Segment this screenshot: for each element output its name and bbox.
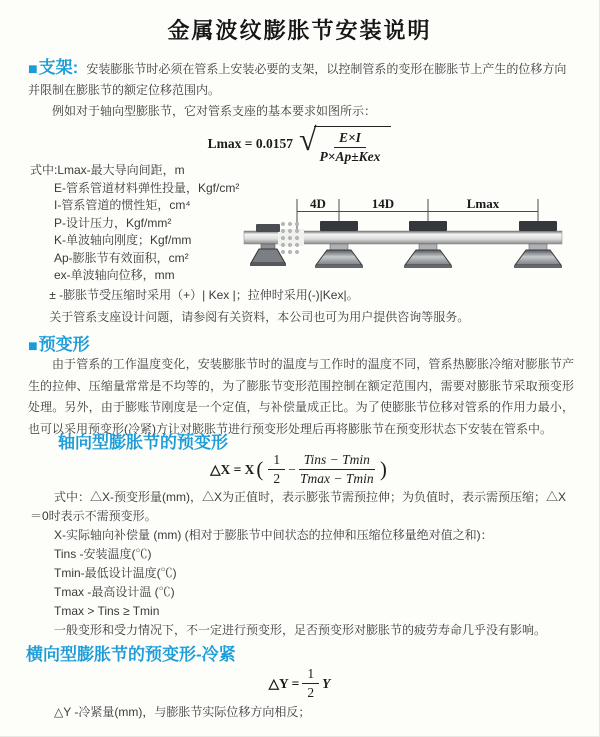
note-line: 一般变形和受力情况下，不一定进行预变形，足否预变形对膨胀节的疲劳寿命几乎没有影响。 bbox=[54, 623, 547, 637]
half-fraction: $\frac{1}{2}$ bbox=[302, 666, 319, 701]
section-marker-icon: ■ bbox=[28, 61, 38, 78]
lmax-formula bbox=[0, 122, 599, 165]
support-intro-text: 安装膨胀节时必须在管系上安装必要的支架，以控制管系的变形在膨胀节上产生的位移方向并限制在膨胀节的额定位移范围内。 bbox=[28, 62, 567, 97]
consult-note: 关于管系支座设计问题，请参阅有关资料，本公司也可为用户提供咨询等服务。 bbox=[49, 310, 470, 324]
open-paren: ( bbox=[256, 457, 264, 481]
note-line: Tmax > Tins ≥ Tmin bbox=[54, 604, 160, 618]
lateral-subheading: 横向型膨胀节的预变形-冷紧 bbox=[26, 645, 236, 664]
lateral-note: △Y -冷紧量(mm)，与膨胀节实际位移方向相反； bbox=[54, 705, 311, 719]
support-paragraph bbox=[28, 57, 573, 101]
dim-label-4d: 4D bbox=[310, 196, 326, 211]
definition-line: E-管系管道材料弹性投量，Kgf/cm² bbox=[54, 180, 240, 195]
definition-line: Ap-膨胀节有效面积，cm² bbox=[54, 250, 189, 265]
page-title: 金属波纹膨胀节安装说明 bbox=[167, 18, 432, 43]
bellows-section bbox=[278, 222, 304, 253]
minus-sign: − bbox=[288, 461, 296, 477]
note-line: Tins -安装温度(℃) bbox=[54, 547, 152, 561]
fraction-denominator: P×Ap±Kex bbox=[319, 149, 381, 164]
note-line: X-实际轴向补偿量 (mm) (相对于膨胀节中间状态的拉伸和压缩位移量绝对值之和)： bbox=[54, 528, 493, 542]
pipe-support-diagram bbox=[242, 193, 598, 288]
sliding-support bbox=[404, 221, 452, 268]
note-line: Tmax -最高设计温 (℃) bbox=[54, 585, 175, 599]
close-paren: ) bbox=[379, 457, 387, 481]
sliding-support bbox=[514, 221, 562, 268]
predeform-heading: ■预变形 bbox=[28, 335, 90, 355]
axial-notes bbox=[30, 488, 576, 640]
formula-lhs: Lmax = 0.0157 bbox=[207, 135, 293, 151]
definition-line: ex-单波轴向位移，mm bbox=[54, 268, 175, 282]
dim-label-14d: 14D bbox=[371, 196, 395, 211]
definition-line: P-设计压力，Kgf/mm² bbox=[54, 215, 172, 230]
definition-line: I-管系管道的惯性矩，cm⁴ bbox=[54, 198, 191, 212]
predeform-paragraph: 由于管系的工作温度变化，安装膨胀节时的温度与工作时的温度不同，管系热膨胀冷缩对膨胀节产生的拉伸、压缩量常常是不均等的，为了膨胀节变形范围控制在额定范围内，需要对膨胀节采取预变形处理。另外，由于膨账节刚度是一个定值，与补偿量成正比。为了使膨胀节位移对管系的作用力最小，也可以采用预变形(冷紧)方让对膨胀节进行预变形处理后再将膨胀节在预变形状态下安装在管系中。 bbox=[28, 357, 574, 436]
half-fraction: $\frac{1}{2}$ bbox=[268, 452, 285, 487]
formula-lhs: △X = X bbox=[210, 461, 255, 477]
fraction-numerator: E×I bbox=[334, 130, 366, 148]
formula-rhs: Y bbox=[322, 675, 331, 691]
lateral-formula bbox=[0, 666, 599, 701]
note-line: Tmin-最低设计温度(℃) bbox=[54, 566, 177, 580]
section-marker-icon: ■ bbox=[28, 338, 38, 355]
support-section-heading: 支架: bbox=[38, 58, 79, 77]
axial-formula bbox=[0, 452, 599, 487]
square-root-icon: √ $\frac{E\times I}{\text{P×Ap±Kex}}$ bbox=[299, 122, 391, 165]
formula-fraction bbox=[320, 130, 381, 165]
plus-minus-note: ± -膨胀节受压缩时采用（+）| Kex |；拉伸时采用(-)|Kex|。 bbox=[49, 288, 359, 302]
formula-lhs: △Y = bbox=[268, 675, 300, 691]
dim-label-lmax: Lmax bbox=[466, 196, 500, 211]
axial-subheading: 轴向型膨胀节的预变形 bbox=[58, 433, 228, 452]
definition-line: 式中:Lmax-最大导向间距，m bbox=[30, 163, 185, 177]
note-line: 式中：△X-预变形量(mm)，△X为正值时，表示膨张节需预拉伸；为负值时，表示需预压缩；△X＝0时表示不需预变形。 bbox=[30, 490, 566, 523]
support-example-text: 例如对于轴向型膨胀节，它对管系支座的基本要求如图所示： bbox=[52, 104, 377, 118]
temp-fraction: $\frac{\text{Tins − Tmin}}{Tmax - Tmin}$ bbox=[300, 452, 374, 486]
definition-line: K-单波轴向刚度；Kgf/mm bbox=[54, 233, 192, 247]
sliding-support bbox=[315, 221, 363, 268]
